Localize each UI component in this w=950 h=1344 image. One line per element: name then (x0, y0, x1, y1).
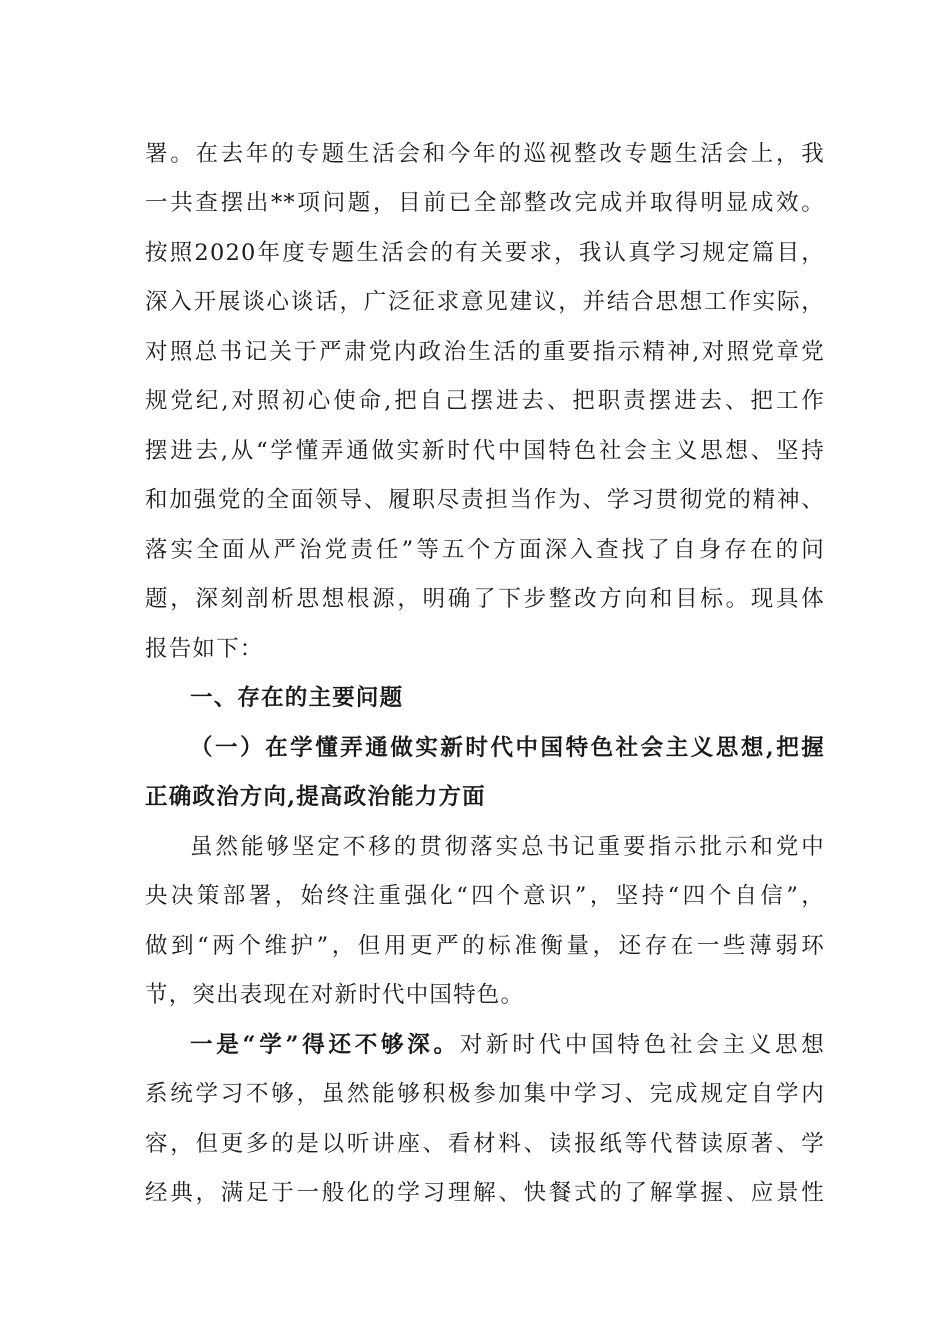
body-line: 节，突出表现在对新时代中国特色。 (145, 982, 525, 1008)
body-line: 深入开展谈心谈话，广泛征求意见建议，并结合思想工作实际， (145, 289, 825, 315)
body-line: 容，但更多的是以听讲座、看材料、读报纸等代替读原著、学 (145, 1131, 825, 1157)
subsection-heading: （一）在学懂弄通做实新时代中国特色社会主义思想,把握 (190, 735, 825, 761)
body-line: 规党纪,对照初心使命,把自己摆进去、把职责摆进去、把工作 (145, 388, 825, 414)
body-line: 央决策部署，始终注重强化“四个意识”，坚持“四个自信”， (145, 883, 825, 909)
body-line: 一共查摆出**项问题，目前已全部整改完成并取得明显成效。 (145, 190, 825, 216)
body-line: 做到“两个维护”，但用更严的标准衡量，还存在一些薄弱环 (145, 933, 825, 959)
point-text: 对新时代中国特色社会主义思想 (459, 1032, 825, 1058)
body-line: 报告如下： (145, 636, 264, 662)
subsection-heading: 正确政治方向,提高政治能力方面 (145, 784, 486, 810)
body-line (190, 1030, 825, 1060)
body-line: 按照2020年度专题生活会的有关要求，我认真学习规定篇目， (145, 240, 825, 266)
body-line: 落实全面从严治党责任”等五个方面深入查找了自身存在的问 (145, 537, 825, 563)
body-line: 和加强党的全面领导、履职尽责担当作为、学习贯彻党的精神、 (145, 487, 825, 513)
body-line: 署。在去年的专题生活会和今年的巡视整改专题生活会上，我 (145, 141, 825, 167)
body-line: 经典，满足于一般化的学习理解、快餐式的了解掌握、应景性 (145, 1180, 825, 1206)
body-line: 对照总书记关于严肃党内政治生活的重要指示精神,对照党章党 (145, 339, 825, 365)
section-heading: 一、存在的主要问题 (190, 685, 404, 711)
body-line: 虽然能够坚定不移的贯彻落实总书记重要指示批示和党中 (190, 834, 825, 860)
body-line: 摆进去,从“学懂弄通做实新时代中国特色社会主义思想、坚持 (145, 438, 825, 464)
body-line: 系统学习不够，虽然能够积极参加集中学习、完成规定自学内 (145, 1081, 825, 1107)
body-line: 题，深刻剖析思想根源，明确了下步整改方向和目标。现具体 (145, 586, 825, 612)
point-lead: 一是“学”得还不够深。 (190, 1032, 460, 1058)
